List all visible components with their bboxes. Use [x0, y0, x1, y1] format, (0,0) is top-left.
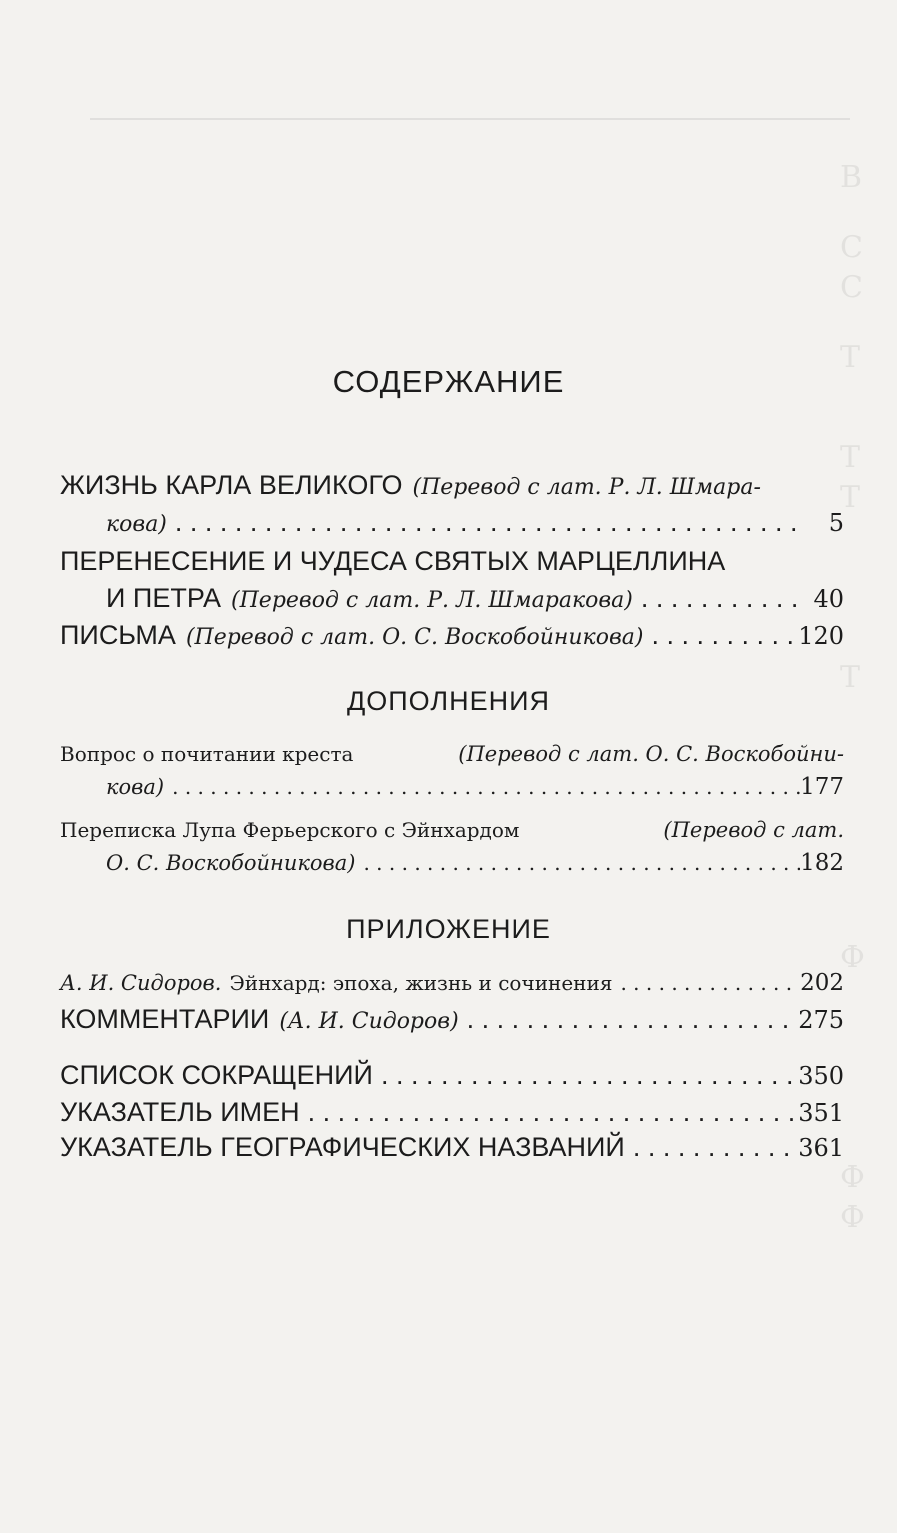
entry-translator-note: (Перевод с лат. О. С. Воскобойни-	[458, 742, 844, 766]
toc-line	[60, 1060, 844, 1091]
leader-dots	[300, 1097, 799, 1128]
entry-translator-note: (Перевод с лат.	[663, 818, 844, 842]
toc-line	[60, 1132, 844, 1163]
entry-title: ПЕРЕНЕСЕНИЕ И ЧУДЕСА СВЯТЫХ МАРЦЕЛЛИНА	[60, 546, 726, 576]
toc-line	[60, 620, 844, 651]
entry-title-cont: И ПЕТРА	[106, 583, 222, 613]
toc-entry-pisma	[60, 620, 844, 651]
toc-entry-vopros	[60, 742, 844, 800]
bleed-through-mark: С	[840, 230, 863, 265]
toc-line	[60, 546, 844, 577]
toc-entry-ukazatel-imen	[60, 1097, 844, 1128]
toc-line	[60, 1097, 844, 1128]
toc-line	[60, 507, 844, 538]
entry-translator-note: (Перевод с лат. Р. Л. Шмаракова)	[231, 588, 633, 613]
entry-title: ПИСЬМА	[60, 620, 176, 650]
bleed-through-mark: Т	[840, 440, 861, 475]
leader-dots	[643, 620, 798, 651]
entry-translator-note-cont: О. С. Воскобойникова)	[106, 851, 356, 875]
leader-dots	[633, 583, 804, 614]
entry-title: ЖИЗНЬ КАРЛА ВЕЛИКОГО	[60, 470, 403, 500]
entry-translator-note: (Перевод с лат. Р. Л. Шмара-	[412, 475, 761, 500]
section-heading-prilozhenie: ПРИЛОЖЕНИЕ	[346, 914, 551, 944]
entry-translator-note-cont: кова)	[106, 512, 167, 537]
entry-title: Переписка Лупа Ферьерского с Эйнхардом	[60, 818, 520, 842]
toc-entry-sidorov	[60, 970, 844, 996]
toc-line	[60, 970, 844, 996]
entry-page-number: 351	[798, 1099, 844, 1127]
entry-page-number: 40	[813, 585, 844, 613]
entry-author-note: (А. И. Сидоров)	[279, 1009, 459, 1034]
leader-dots	[459, 1004, 799, 1035]
toc-entry-spisok	[60, 1060, 844, 1091]
entry-page-number: 350	[798, 1062, 844, 1090]
leader-dots	[355, 851, 800, 875]
entry-title: СПИСОК СОКРАЩЕНИЙ	[60, 1060, 373, 1090]
bleed-through-mark: Ф	[840, 940, 865, 975]
toc-entry-zhizn	[60, 470, 844, 538]
entry-title: УКАЗАТЕЛЬ ИМЕН	[60, 1097, 300, 1127]
leader-dots	[625, 1132, 798, 1163]
toc-line	[60, 470, 844, 501]
entry-page-number: 177	[800, 774, 844, 800]
toc-line	[60, 818, 844, 842]
bleed-through-mark: Ф	[840, 1160, 865, 1195]
entry-title: УКАЗАТЕЛЬ ГЕОГРАФИЧЕСКИХ НАЗВАНИЙ	[60, 1132, 625, 1162]
entry-page-number: 202	[800, 970, 844, 996]
toc-entry-perenesenie	[60, 546, 844, 614]
leader-dots	[164, 775, 800, 799]
entry-translator-note-cont: кова)	[106, 775, 165, 799]
toc-line	[60, 1004, 844, 1035]
bleed-through-mark: Т	[840, 660, 861, 695]
entry-page-number: 182	[800, 850, 844, 876]
bleed-through-mark: С	[840, 270, 863, 305]
bleed-through-mark: Ф	[840, 1200, 865, 1235]
entry-title: КОММЕНТАРИИ	[60, 1004, 270, 1034]
toc-entry-perepiska	[60, 818, 844, 876]
toc-line	[60, 774, 844, 800]
toc-entry-kommentarii	[60, 1004, 844, 1035]
leader-dots	[373, 1060, 798, 1091]
page-title: СОДЕРЖАНИЕ	[332, 364, 565, 399]
toc-line	[60, 850, 844, 876]
entry-page-number: 5	[828, 509, 844, 537]
entry-author: А. И. Сидоров.	[60, 971, 222, 995]
entry-page-number: 120	[798, 622, 844, 650]
bleed-through-mark: В	[840, 160, 863, 195]
entry-title: Эйнхард: эпоха, жизнь и сочинения	[229, 971, 613, 995]
toc-entry-ukazatel-geo	[60, 1132, 844, 1163]
toc-line	[60, 583, 844, 614]
bleed-through-rule	[90, 118, 850, 120]
entry-page-number: 361	[798, 1134, 844, 1162]
leader-dots	[612, 971, 800, 995]
entry-translator-note: (Перевод с лат. О. С. Воскобойникова)	[185, 625, 644, 650]
bleed-through-mark: Т	[840, 340, 861, 375]
bleed-through-mark: Т	[840, 480, 861, 515]
leader-dots	[167, 507, 804, 538]
entry-page-number: 275	[798, 1006, 844, 1034]
entry-title: Вопрос о почитании креста	[60, 742, 354, 766]
section-heading-dopolneniya: ДОПОЛНЕНИЯ	[346, 686, 551, 716]
toc-line	[60, 742, 844, 766]
